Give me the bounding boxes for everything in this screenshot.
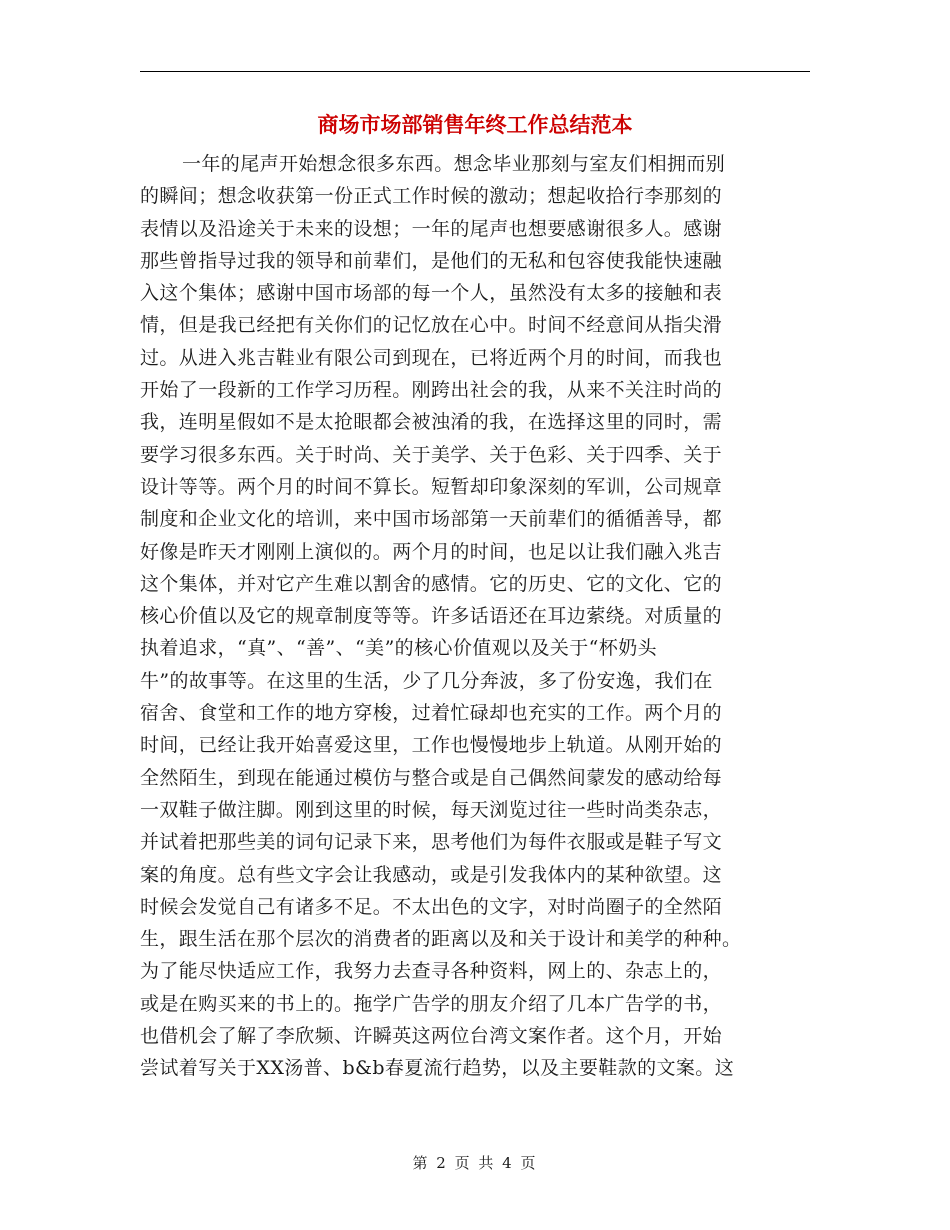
body-line: 执着追求，“真”、“善”、“美”的核心价值观以及关于“杯奶头 — [140, 637, 657, 660]
body-line: 一年的尾声开始想念很多东西。想念毕业那刻与室友们相拥而别 — [182, 153, 726, 175]
body-line: 那些曾指导过我的领导和前辈们，是他们的无私和包容使我能快速融 — [140, 249, 723, 272]
body-line: 我，连明星假如不是太抢眼都会被浊淆的我，在选择这里的同时，需 — [140, 411, 723, 434]
body-line: 要学习很多东西。关于时尚、关于美学、关于色彩、关于四季、关于 — [140, 443, 723, 466]
body-line: 的瞬间；想念收获第一份正式工作时候的激动；想起收拾行李那刻的 — [140, 185, 723, 208]
body-line: 全然陌生，到现在能通过模仿与整合或是自己偶然间蒙发的感动给每 — [140, 766, 723, 789]
page-footer: 第 2 页 共 4 页 — [412, 1154, 538, 1172]
body-line: 时候会发觉自己有诸多不足。不太出色的文字，对时尚圈子的全然陌 — [140, 895, 723, 918]
body-line: 这个集体，并对它产生难以割舍的感情。它的历史、它的文化、它的 — [140, 572, 723, 595]
body-line: 尝试着写关于XX汤普、b&b春夏流行趋势，以及主要鞋款的文案。这 — [140, 1057, 735, 1080]
body-line: 牛”的故事等。在这里的生活，少了几分奔波，多了份安逸，我们在 — [140, 669, 713, 692]
body-line: 入这个集体；感谢中国市场部的每一个人，虽然没有太多的接触和表 — [140, 282, 723, 305]
body-line: 开始了一段新的工作学习历程。刚跨出社会的我，从来不关注时尚的 — [140, 379, 723, 402]
body-line: 过。从进入兆吉鞋业有限公司到现在，已将近两个月的时间，而我也 — [140, 346, 723, 369]
body-line: 案的角度。总有些文字会让我感动，或是引发我体内的某种欲望。这 — [140, 863, 723, 886]
body-line: 生，跟生活在那个层次的消费者的距离以及和关于设计和美学的种种。 — [140, 928, 742, 951]
document-title: 商场市场部销售年终工作总结范本 — [317, 112, 633, 137]
body-line: 或是在购买来的书上的。拖学广告学的朋友介绍了几本广告学的书， — [140, 992, 723, 1015]
body-line: 时间，已经让我开始喜爱这里，工作也慢慢地步上轨道。从刚开始的 — [140, 734, 723, 757]
document-body — [140, 148, 810, 1085]
body-line: 并试着把那些美的词句记录下来，思考他们为每件衣服或是鞋子写文 — [140, 831, 723, 854]
body-line: 情，但是我已经把有关你们的记忆放在心中。时间不经意间从指尖滑 — [140, 314, 723, 337]
header-rule — [140, 71, 810, 72]
body-line: 设计等等。两个月的时间不算长。短暂却印象深刻的军训，公司规章 — [140, 475, 723, 498]
body-line: 表情以及沿途关于未来的设想；一年的尾声也想要感谢很多人。感谢 — [140, 217, 723, 240]
body-line: 为了能尽快适应工作，我努力去查寻各种资料，网上的、杂志上的， — [140, 960, 723, 983]
body-line: 好像是昨天才刚刚上演似的。两个月的时间，也足以让我们融入兆吉 — [140, 540, 723, 563]
body-line: 核心价值以及它的规章制度等等。许多话语还在耳边萦绕。对质量的 — [140, 605, 723, 628]
body-line: 制度和企业文化的培训，来中国市场部第一天前辈们的循循善导，都 — [140, 508, 723, 531]
body-line: 宿舍、食堂和工作的地方穿梭，过着忙碌却也充实的工作。两个月的 — [140, 702, 723, 725]
body-line: 一双鞋子做注脚。刚到这里的时候，每天浏览过往一些时尚类杂志， — [140, 798, 723, 821]
body-line: 也借机会了解了李欣频、许瞬英这两位台湾文案作者。这个月，开始 — [140, 1025, 723, 1048]
